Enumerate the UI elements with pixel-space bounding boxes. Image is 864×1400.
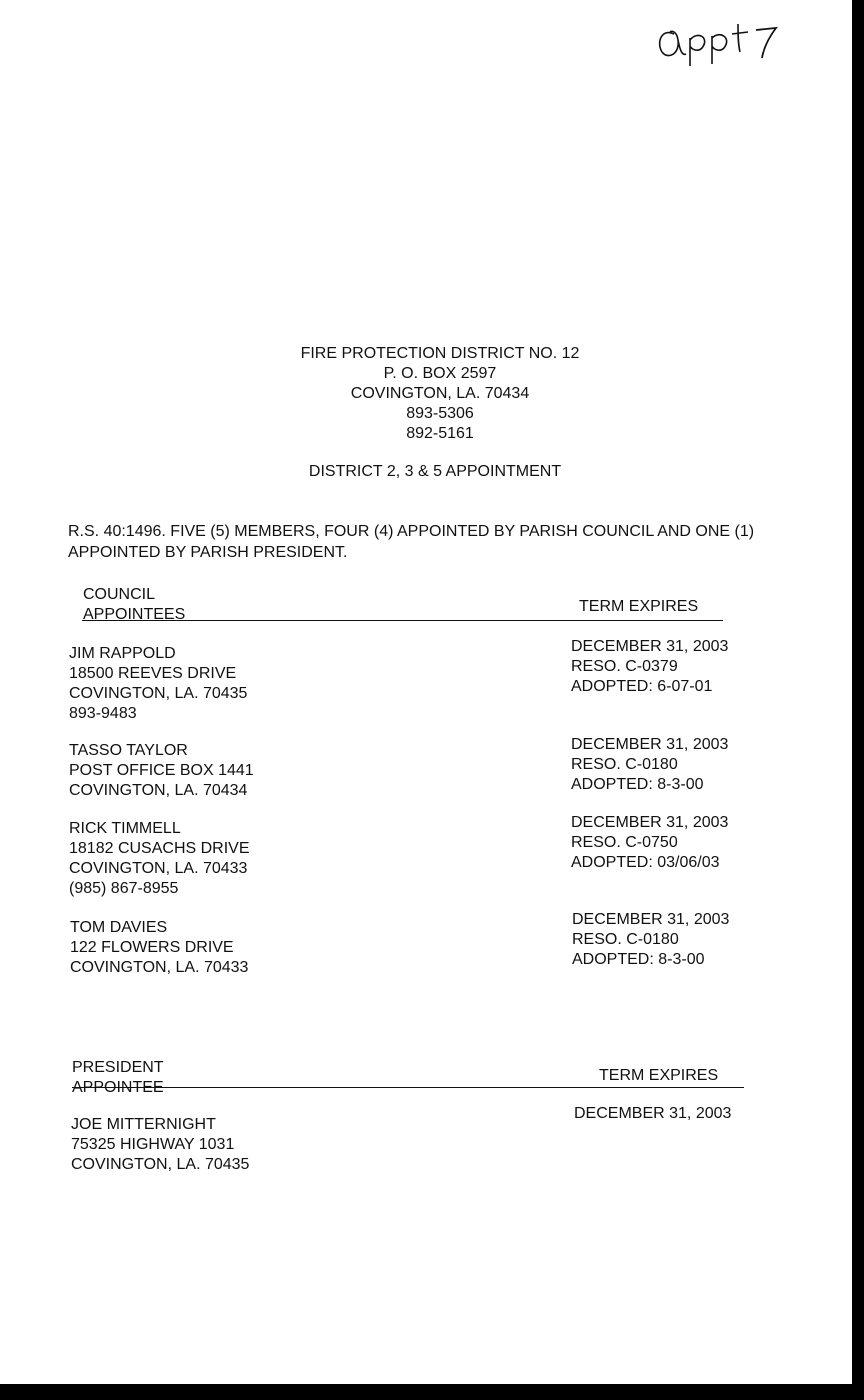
member-name: TOM DAVIES xyxy=(70,919,168,936)
appointee-name: JOE MITTERNIGHT xyxy=(71,1116,216,1133)
member-address: POST OFFICE BOX 1441 xyxy=(69,762,254,779)
city-state-zip: COVINGTON, LA. 70434 xyxy=(350,385,530,402)
resolution-number: RESO. C-0180 xyxy=(572,931,679,948)
statute-text: R.S. 40:1496. FIVE (5) MEMBERS, FOUR (4) APPOINTED BY PARISH COUNCIL AND ONE (1) APPOINTED BY PARISH PRESIDENT. xyxy=(68,523,755,561)
council-member-4-info xyxy=(70,918,248,978)
term-date: DECEMBER 31, 2003 xyxy=(574,1105,732,1122)
term-date: DECEMBER 31, 2003 xyxy=(571,814,729,831)
term-date: DECEMBER 31, 2003 xyxy=(571,736,729,753)
district-name: FIRE PROTECTION DISTRICT NO. 12 xyxy=(300,345,580,362)
member-address: 18182 CUSACHS DRIVE xyxy=(69,840,250,857)
letterhead xyxy=(280,344,600,444)
president-label-line1: PRESIDENT xyxy=(72,1059,164,1076)
member-name: JIM RAPPOLD xyxy=(69,645,176,662)
council-member-3-info xyxy=(69,819,250,899)
member-city: COVINGTON, LA. 70435 xyxy=(69,685,248,702)
council-label-line2: APPOINTEES xyxy=(83,606,186,623)
president-appointee-info xyxy=(71,1115,249,1175)
adopted-date: ADOPTED: 8-3-00 xyxy=(571,776,704,793)
president-divider xyxy=(72,1087,744,1088)
president-term-header: TERM EXPIRES xyxy=(599,1067,719,1084)
member-address: 18500 REEVES DRIVE xyxy=(69,665,237,682)
adopted-date: ADOPTED: 03/06/03 xyxy=(571,854,720,871)
member-city: COVINGTON, LA. 70433 xyxy=(69,860,248,877)
member-phone: 893-9483 xyxy=(69,705,137,722)
council-member-2-term xyxy=(571,735,728,795)
president-label-line2: APPOINTEE xyxy=(72,1079,164,1096)
council-section-label xyxy=(83,585,185,625)
appointee-city: COVINGTON, LA. 70435 xyxy=(71,1156,250,1173)
phone-2: 892-5161 xyxy=(406,425,474,442)
council-label-line1: COUNCIL xyxy=(83,586,156,603)
district-appointment-title: DISTRICT 2, 3 & 5 APPOINTMENT xyxy=(308,463,562,480)
member-address: 122 FLOWERS DRIVE xyxy=(70,939,234,956)
po-box: P. O. BOX 2597 xyxy=(383,365,497,382)
handwritten-annotation xyxy=(652,18,792,66)
phone-1: 893-5306 xyxy=(406,405,474,422)
term-date: DECEMBER 31, 2003 xyxy=(572,911,730,928)
council-member-3-term xyxy=(571,813,728,873)
member-city: COVINGTON, LA. 70433 xyxy=(70,959,249,976)
adopted-date: ADOPTED: 8-3-00 xyxy=(572,951,705,968)
member-city: COVINGTON, LA. 70434 xyxy=(69,782,248,799)
appointee-address: 75325 HIGHWAY 1031 xyxy=(71,1136,235,1153)
member-name: TASSO TAYLOR xyxy=(69,742,188,759)
adopted-date: ADOPTED: 6-07-01 xyxy=(571,678,713,695)
resolution-number: RESO. C-0750 xyxy=(571,834,678,851)
council-member-2-info xyxy=(69,741,254,801)
member-phone: (985) 867-8955 xyxy=(69,880,179,897)
council-term-header: TERM EXPIRES xyxy=(579,598,699,615)
member-name: RICK TIMMELL xyxy=(69,820,181,837)
council-member-1-term xyxy=(571,637,728,697)
resolution-number: RESO. C-0379 xyxy=(571,658,678,675)
council-member-4-term xyxy=(572,910,729,970)
president-appointee-term xyxy=(574,1104,731,1124)
resolution-number: RESO. C-0180 xyxy=(571,756,678,773)
council-member-1-info xyxy=(69,644,247,724)
term-date: DECEMBER 31, 2003 xyxy=(571,638,729,655)
president-section-label xyxy=(72,1058,164,1098)
council-divider xyxy=(82,620,723,621)
